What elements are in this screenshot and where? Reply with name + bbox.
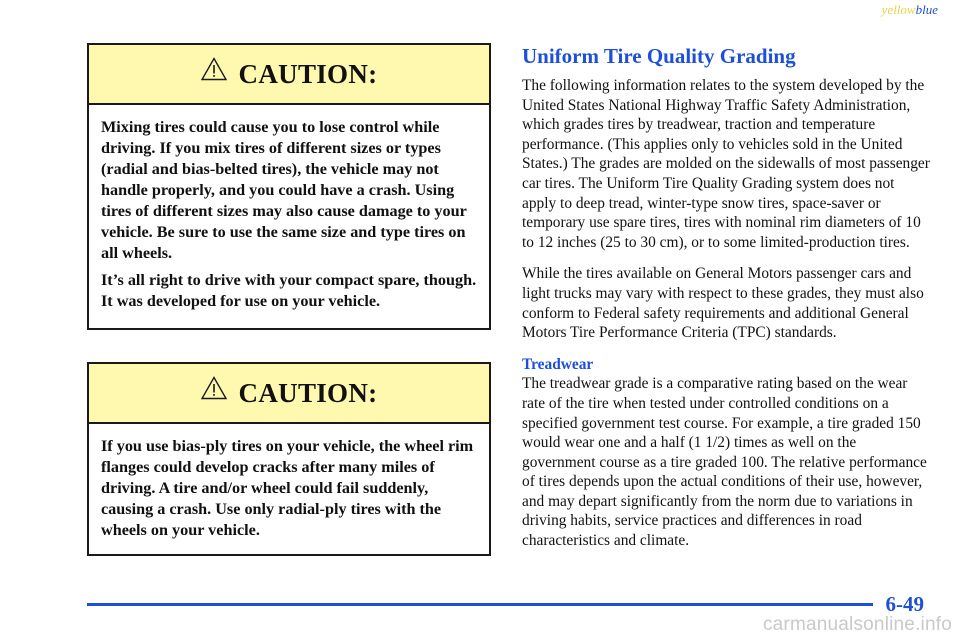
treadwear-heading: Treadwear xyxy=(522,355,594,373)
section-heading: Uniform Tire Quality Grading xyxy=(522,44,796,68)
warning-triangle-icon xyxy=(201,57,227,81)
watermark: carmanualsonline.info xyxy=(762,614,952,635)
caution-box-mixing-tires xyxy=(87,43,491,330)
header-tag-yellow: yellow xyxy=(881,2,916,17)
warning-triangle-icon xyxy=(201,376,227,400)
caution-title: CAUTION: xyxy=(238,58,378,89)
caution-header xyxy=(89,364,489,424)
section-paragraph: While the tires available on General Motors passenger cars and light trucks may vary with respect to these grades, they must also conform to Federal safety requirements and additional General Motors Tire Performance Criteria (TPC) standards. xyxy=(522,265,924,342)
section-paragraph: The following information relates to the system developed by the United States National Highway Traffic Safety Administration, which grades tires by treadwear, traction and temperature performance. (This applies only to vehicles sold in the United States.) The grades are molded on the sidewalls of most passenger car tires. The Uniform Tire Quality Grading system does not apply to deep tread, winter-type snow tires, space-saver or temporary use spare tires, tires with nominal rim diameters of 10 to 12 inches (25 to 30 cm), or to some limited-production tires. xyxy=(522,77,930,251)
treadwear-paragraph: The treadwear grade is a comparative rating based on the wear rate of the tire when tested under controlled conditions on a specified government test course. For example, a tire graded 150 would wear one and a half (1 1/2) times as well on the government course as a tire graded 100. The relative performance of tires depends upon the actual conditions of their use, however, and may depart significantly from the norm due to variations in driving habits, service practices and differences in road characteristics and climate. xyxy=(522,375,927,550)
tire-grading-section xyxy=(522,44,930,563)
header-tag xyxy=(882,2,938,18)
caution-paragraph: It’s all right to drive with your compact spare, though. It was developed for use on your vehicle. xyxy=(101,271,477,310)
caution-header xyxy=(89,45,489,105)
caution-paragraph: If you use bias-ply tires on your vehicle, the wheel rim flanges could develop cracks after many miles of driving. A tire and/or wheel could fail suddenly, causing a crash. Use only radial-ply tires with the wheels on your vehicle. xyxy=(101,437,474,539)
header-tag-blue: blue xyxy=(915,2,938,17)
caution-paragraph: Mixing tires could cause you to lose control while driving. If you mix tires of different sizes or types (radial and bias-belted tires), the vehicle may not handle properly, and you could have a crash. Using tires of different sizes may also cause damage to your vehicle. Be sure to use the same size and type tires on all wheels. xyxy=(101,118,467,262)
caution-body xyxy=(89,424,489,557)
caution-body xyxy=(89,105,489,328)
caution-title: CAUTION: xyxy=(238,377,378,408)
footer-rule xyxy=(87,603,873,606)
caution-box-bias-ply xyxy=(87,362,491,556)
page-number: 6-49 xyxy=(885,592,924,616)
